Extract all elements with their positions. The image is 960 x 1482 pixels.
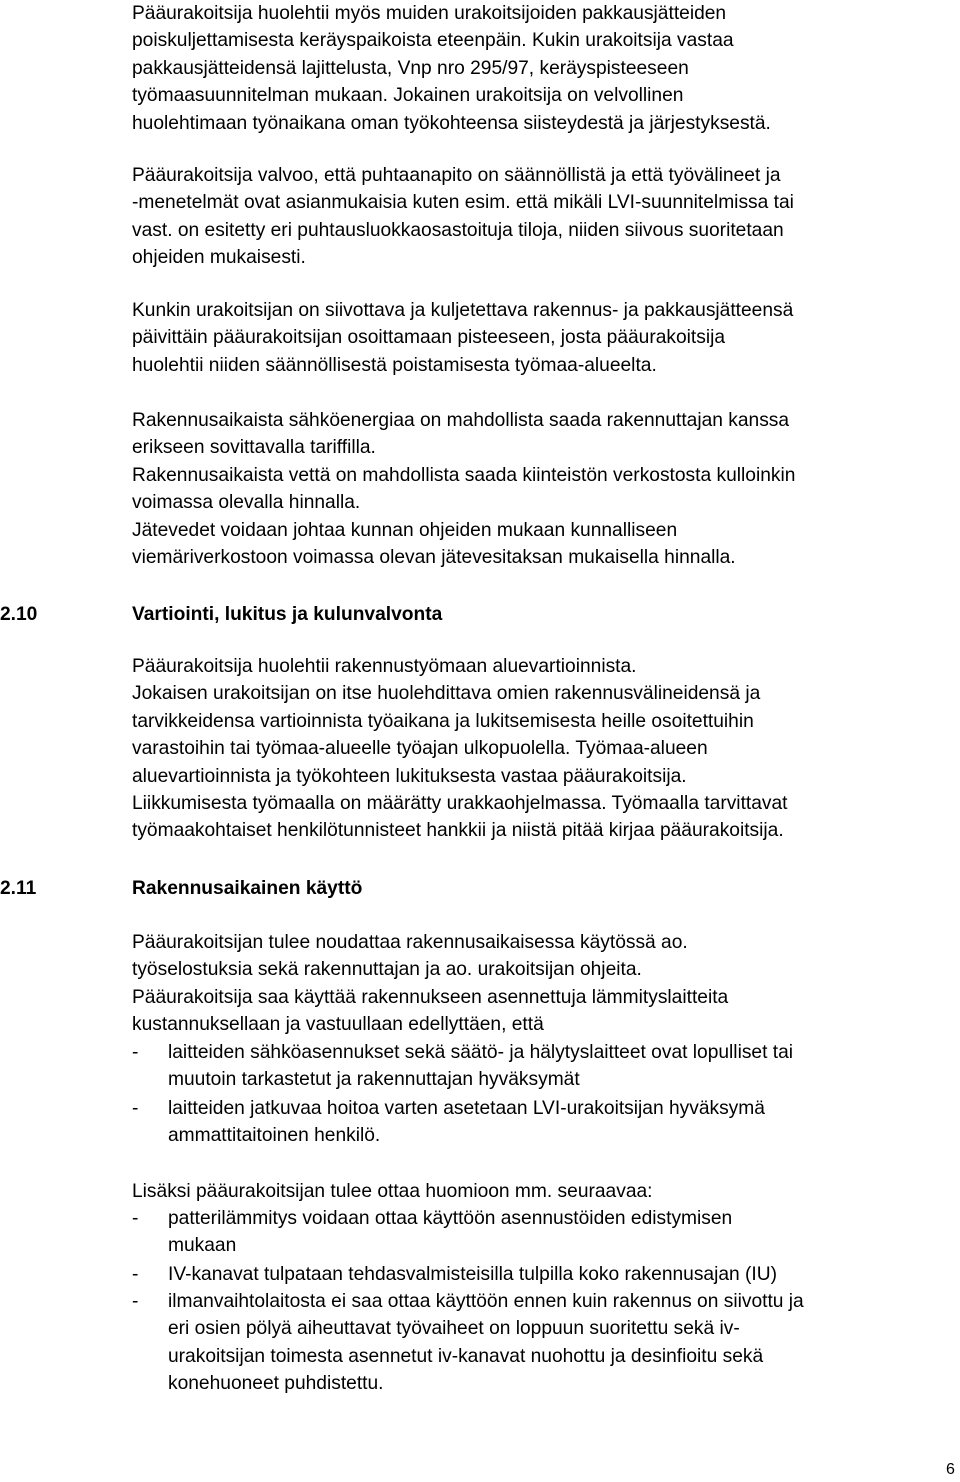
text-line: Pääurakoitsija saa käyttää rakennukseen asennettuja lämmityslaitteita xyxy=(132,986,729,1008)
text-line: patterilämmitys voidaan ottaa käyttöön asennustöiden edistymisen xyxy=(168,1208,733,1229)
text-line: laitteiden jatkuvaa hoitoa varten asetetaan LVI-urakoitsijan hyväksymä xyxy=(168,1098,765,1119)
page-number: 6 xyxy=(946,1461,955,1478)
paragraph-daily-waste xyxy=(132,297,958,379)
text-line: työmaasuunnitelman mukaan. Jokainen urakoitsija on velvollinen xyxy=(132,85,684,107)
text-line: Pääurakoitsija huolehtii myös muiden urakoitsijoiden pakkausjätteiden xyxy=(132,3,727,24)
section-title: Rakennusaikainen käyttö xyxy=(132,878,363,899)
text-line: Jokaisen urakoitsijan on itse huolehdittava omien rakennusvälineidensä ja xyxy=(132,683,761,705)
text-line: ohjeiden mukaisesti. xyxy=(132,247,306,269)
text-line: urakoitsijan toimesta asennetut iv-kanavat nuohottu ja desinfioitu sekä xyxy=(168,1345,764,1367)
text-line: Rakennusaikaista sähköenergiaa on mahdollista saada rakennuttajan kanssa xyxy=(132,410,790,431)
paragraph-additional xyxy=(132,1178,958,1205)
text-line: kustannuksellaan ja vastuullaan edellyttäen, että xyxy=(132,1014,544,1036)
text-line: laitteiden sähköasennukset sekä säätö- ja hälytyslaitteet ovat lopulliset tai xyxy=(168,1042,794,1063)
text-line: tarvikkeidensa vartioinnista työaikana ja lukitsemisesta heille osoitettuihin xyxy=(132,710,754,732)
text-line: ammattitaitoinen henkilö. xyxy=(168,1125,381,1147)
text-line: -menetelmät ovat asianmukaisia kuten esim. että mikäli LVI-suunnitelmissa tai xyxy=(132,192,794,214)
section-title: Vartiointi, lukitus ja kulunvalvonta xyxy=(132,604,443,625)
text-line: Liikkumisesta työmaalla on määrätty urakkaohjelmassa. Työmaalla tarvittavat xyxy=(132,793,788,815)
paragraph-utilities xyxy=(132,407,958,571)
text-line: varastoihin tai työmaa-alueelle työajan ulkopuolella. Työmaa-alueen xyxy=(132,738,708,760)
text-line: konehuoneet puhdistettu. xyxy=(168,1373,384,1395)
bullet-dash: - xyxy=(132,1291,139,1312)
text-line: vast. on esitetty eri puhtausluokkaosastoituja tiloja, niiden siivous suoritetaan xyxy=(132,219,784,241)
text-line: Lisäksi pääurakoitsijan tulee ottaa huomioon mm. seuraavaa: xyxy=(132,1181,653,1202)
text-line: Pääurakoitsijan tulee noudattaa rakennusaikaisessa käytössä ao. xyxy=(132,932,688,953)
text-line: IV-kanavat tulpataan tehdasvalmisteisilla tulpilla koko rakennusajan (IU) xyxy=(168,1264,777,1285)
text-line: muutoin tarkastetut ja rakennuttajan hyväksymät xyxy=(168,1069,580,1091)
text-line: huolehtimaan työnaikana oman työkohteensa siisteydestä ja järjestyksestä. xyxy=(132,112,771,134)
text-line: Pääurakoitsija huolehtii rakennustyömaan aluevartioinnista. xyxy=(132,656,637,677)
text-line: Rakennusaikaista vettä on mahdollista saada kiinteistön verkostosta kulloinkin xyxy=(132,464,796,486)
bullet-dash: - xyxy=(132,1208,139,1229)
text-line: Kunkin urakoitsijan on siivottava ja kuljetettava rakennus- ja pakkausjätteensä xyxy=(132,300,794,321)
text-line: päivittäin pääurakoitsijan osoittamaan pisteeseen, josta pääurakoitsija xyxy=(132,327,726,349)
text-line: työselostuksia sekä rakennuttajan ja ao. urakoitsijan ohjeita. xyxy=(132,959,642,981)
text-line: poiskuljettamisesta keräyspaikoista eteenpäin. Kukin urakoitsija vastaa xyxy=(132,30,734,52)
text-line: Jätevedet voidaan johtaa kunnan ohjeiden mukaan kunnalliseen xyxy=(132,519,678,541)
bullet-dash: - xyxy=(132,1042,139,1063)
text-line: huolehtii niiden säännöllisestä poistamisesta työmaa-alueelta. xyxy=(132,354,657,376)
text-line: mukaan xyxy=(168,1235,237,1257)
text-line: aluevartioinnista ja työkohteen lukituksesta vastaa pääurakoitsija. xyxy=(132,765,687,787)
bullet-dash: - xyxy=(132,1264,139,1285)
text-line: eri osien pölyä aiheuttavat työvaiheet on loppuun suoritettu sekä iv- xyxy=(168,1318,740,1340)
paragraph-guarding xyxy=(132,653,958,845)
paragraph-construction-use xyxy=(132,929,958,1039)
text-line: ilmanvaihtolaitosta ei saa ottaa käyttöön ennen kuin rakennus on siivottu ja xyxy=(168,1291,804,1312)
paragraph-cleanliness xyxy=(132,162,958,272)
section-number: 2.11 xyxy=(0,878,37,899)
text-line: pakkausjätteidensä lajittelusta, Vnp nro 295/97, keräyspisteeseen xyxy=(132,57,689,79)
text-line: Pääurakoitsija valvoo, että puhtaanapito on säännöllistä ja että työvälineet ja xyxy=(132,165,781,186)
paragraph-packaging-waste xyxy=(132,0,958,137)
text-line: viemäriverkostoon voimassa olevan jätevesitaksan mukaisella hinnalla. xyxy=(132,547,736,569)
section-number: 2.10 xyxy=(0,604,38,625)
text-line: työmaakohtaiset henkilötunnisteet hankkii ja niistä pitää kirjaa pääurakoitsija. xyxy=(132,820,784,842)
text-line: erikseen sovittavalla tariffilla. xyxy=(132,437,376,459)
text-line: voimassa olevalla hinnalla. xyxy=(132,492,361,514)
bullet-dash: - xyxy=(132,1098,139,1119)
